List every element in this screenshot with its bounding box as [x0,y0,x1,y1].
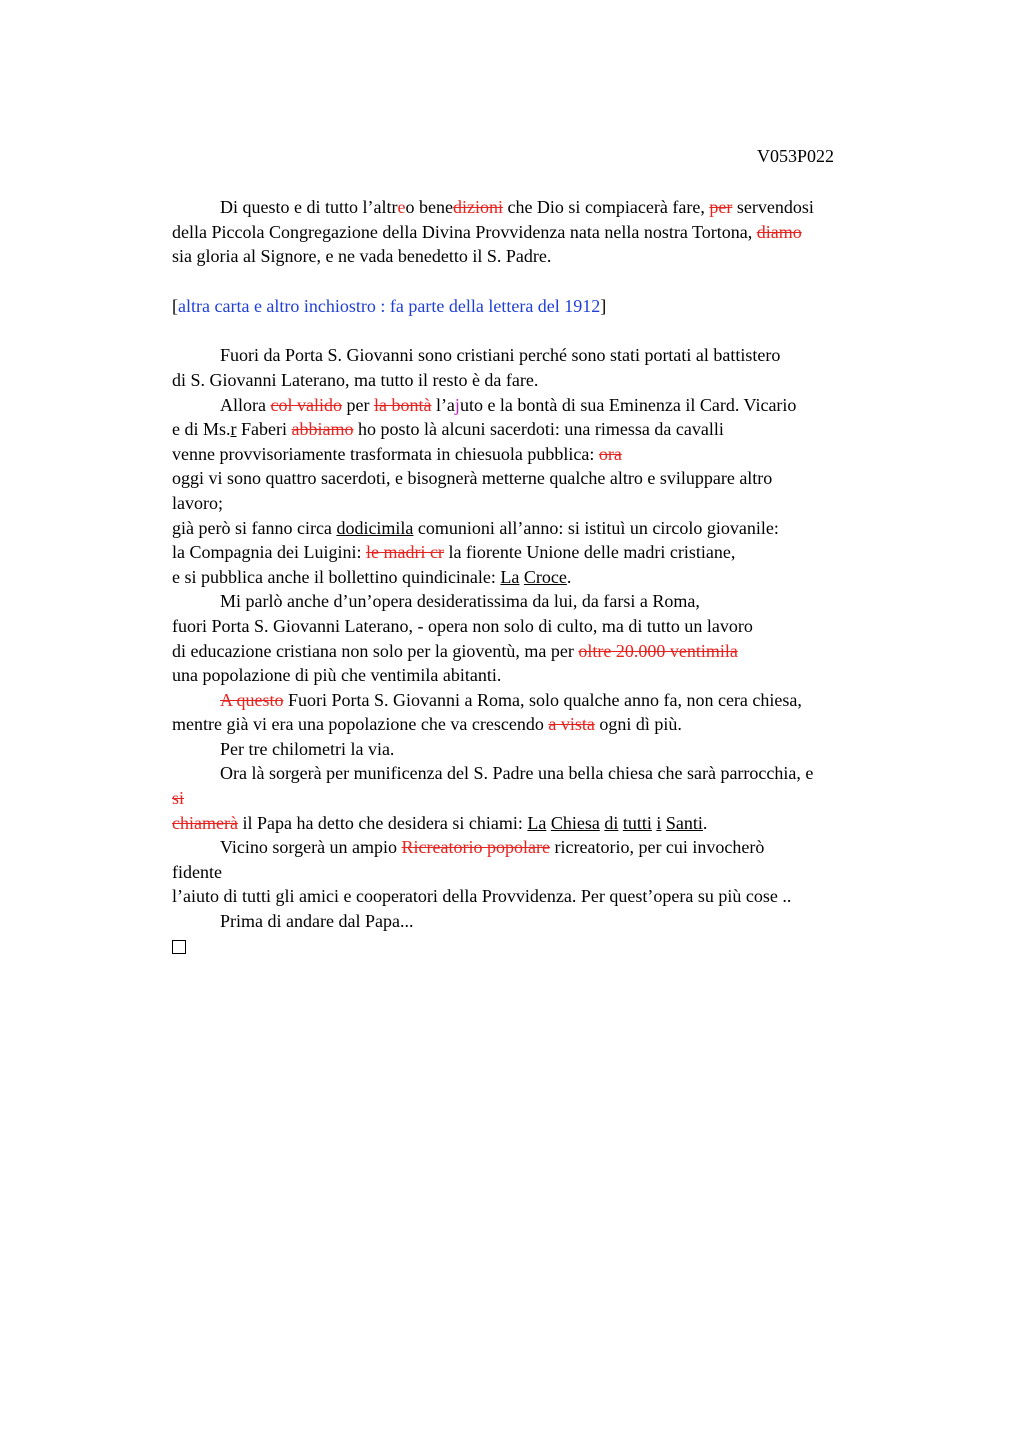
text: venne provvisoriamente trasformata in chiesuola pubblica: [172,443,599,464]
text: Allora [220,394,271,415]
underlined-text: La [500,566,520,587]
underlined-text: r [230,419,237,440]
deleted-text: abbiamo [291,419,354,440]
deleted-text: chiamerà [172,812,238,833]
p8-line-3: l’aiuto di tutti gli amici e cooperatori della Provvidenza. Per quest’opera su più cose .. [172,886,792,907]
underlined-text: Chiesa [550,812,600,833]
p4-line-4: una popolazione di più che ventimila abitanti. [172,665,502,686]
text: Di questo e di tutto l’altr [220,197,398,217]
p4-line-1: Mi parlò anche d’un’opera desideratissima da lui, da farsi a Roma, [220,591,700,612]
p2-line-2: di S. Giovanni Laterano, ma tutto il resto è da fare. [172,369,539,390]
text: ogni dì più. [594,714,682,735]
p3-line-6 [172,516,912,541]
p9-line-1: Prima di andare dal Papa... [220,911,414,932]
text: già però si fanno circa [172,517,337,538]
text: per [341,394,374,415]
text: della Piccola Congregazione della Divina Provvidenza nata nella nostra Tortona, [172,221,757,242]
bracket: ] [600,295,607,316]
p3-line-8 [172,565,912,590]
spacer [172,318,912,343]
text: Faberi [236,419,292,440]
text: . [566,566,572,587]
p7-line-3 [172,811,912,836]
underlined-text: La [527,812,547,833]
spacer [172,269,912,294]
text: ricreatorio, per cui invocherò [550,837,765,858]
deleted-text: le madri cr [365,542,444,563]
text: di educazione cristiana non solo per la gioventù, ma per [172,640,579,661]
underlined-text: Santi [665,812,703,833]
text: Fuori Porta S. Giovanni a Roma, solo qualche anno fa, non cera chiesa, [283,689,802,710]
text: la fiorente Unione delle madri cristiane, [443,542,736,563]
p1-line-1 [172,195,912,220]
text: la Compagnia dei Luigini: [172,542,366,563]
p1-line-2 [172,220,912,245]
inserted-letter: j [454,394,460,415]
end-box [172,934,912,961]
deleted-text: si [172,788,185,809]
note-text: altra carta e altro inchiostro : fa parte della lettera del 1912 [178,295,601,316]
deleted-text: ora [598,443,622,464]
deleted-text: per [709,197,733,217]
text: o bene [405,197,453,217]
text: uto e la bontà di sua Eminenza il Card. Vicario [459,394,797,415]
underlined-text: i [656,812,662,833]
editor-note [172,294,912,319]
p2-line-1: Fuori da Porta S. Giovanni sono cristiani perché sono stati portati al battistero [220,345,781,366]
page-id: V053P022 [757,146,835,166]
p6-line-1: Per tre chilometri la via. [220,738,395,759]
text: . [702,812,708,833]
p8-line-2: fidente [172,861,222,882]
p3-line-3 [172,442,912,467]
deleted-text: A questo [220,689,284,710]
text: e di Ms. [172,419,231,440]
underlined-text: dodicimila [336,517,414,538]
p3-line-4: oggi vi sono quattro sacerdoti, e bisognerà metterne qualche altro e sviluppare altro [172,468,773,489]
letter-body [172,195,912,960]
p7-line-2 [172,786,912,811]
text: comunioni all’anno: si istituì un circolo giovanile: [413,517,779,538]
deleted-text: la bontà [373,394,432,415]
deleted-text: Ricreatorio popolare [401,837,550,858]
underlined-text: Croce [523,566,567,587]
p4-line-3 [172,639,912,664]
underlined-text: di [604,812,619,833]
text: e si pubblica anche il bollettino quindicinale: [172,566,501,587]
deleted-text: dizioni [452,197,503,217]
text: il Papa ha detto che desidera si chiami: [237,812,528,833]
deleted-text: diamo [756,221,802,242]
deleted-text: col valido [270,394,342,415]
text: servendosi [732,197,814,217]
inserted-text: e [397,197,406,217]
text: ho posto là alcuni sacerdoti: una rimessa da cavalli [353,419,724,440]
p5-line-2 [172,712,912,737]
bracket: [ [172,295,178,316]
p7-line-1: Ora là sorgerà per munificenza del S. Padre una bella chiesa che sarà parrocchia, e [220,763,814,784]
underlined-text: tutti [622,812,652,833]
p3-line-5: lavoro; [172,492,223,513]
p3-line-1 [172,393,912,418]
text: l’a [431,394,455,415]
p1-line-3: sia gloria al Signore, e ne vada benedetto il S. Padre. [172,246,552,267]
deleted-text: oltre 20.000 ventimila [578,640,738,661]
p5-line-1 [172,688,912,713]
text: mentre già vi era una popolazione che va crescendo [172,714,549,735]
p8-line-1 [172,835,912,860]
text: Vicino sorgerà un ampio [220,837,402,858]
p3-line-2 [172,417,912,442]
square-icon [172,940,186,954]
deleted-text: a vista [548,714,595,735]
text: che Dio si compiacerà fare, [502,197,710,217]
p3-line-7 [172,540,912,565]
p4-line-2: fuori Porta S. Giovanni Laterano, - opera non solo di culto, ma di tutto un lavoro [172,615,753,636]
